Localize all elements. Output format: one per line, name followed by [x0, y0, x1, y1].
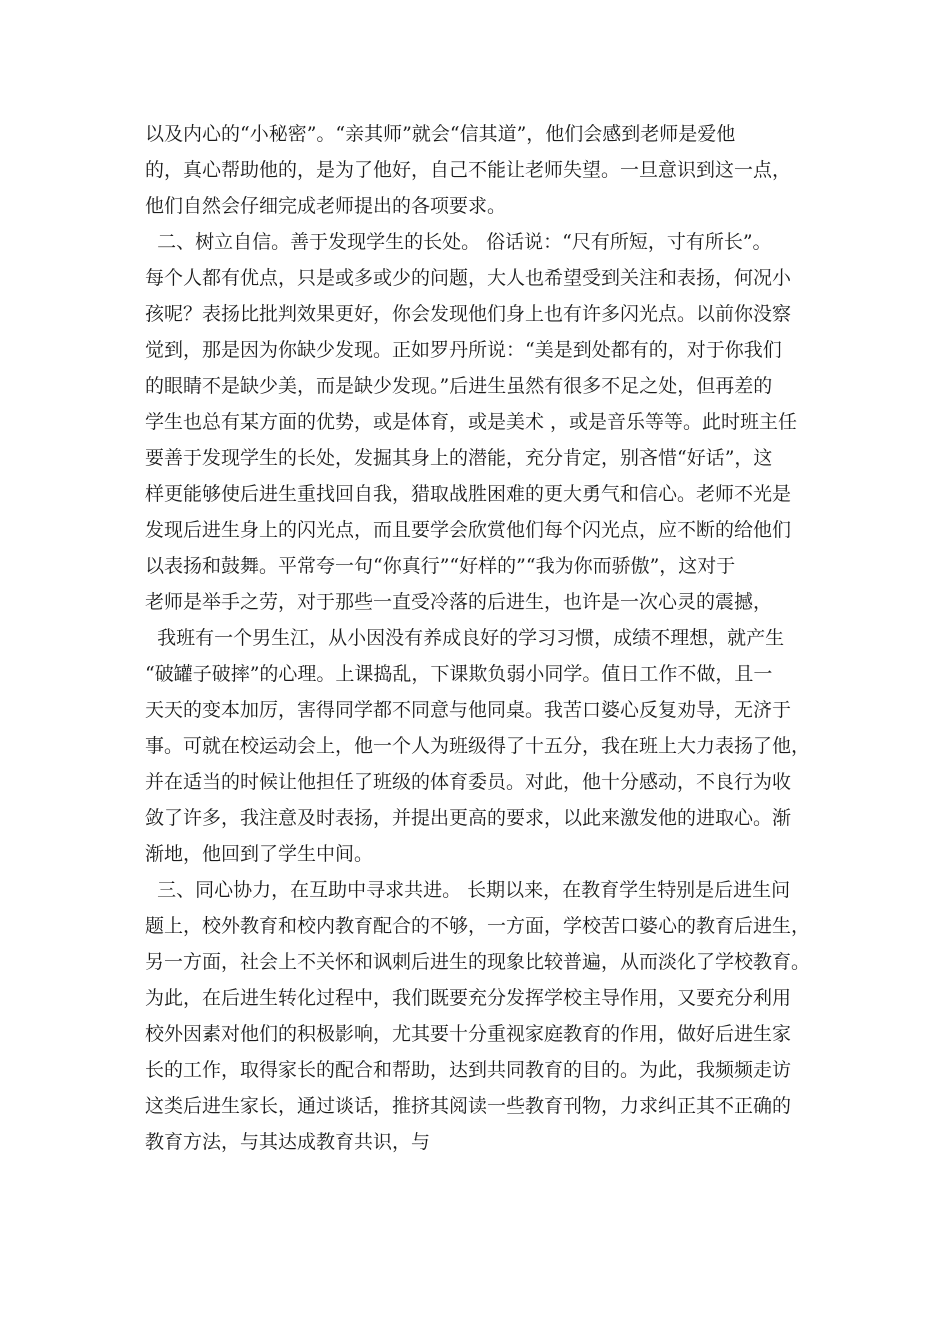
- text-line: 以及内心的“小秘密”。“亲其师”就会“信其道”，他们会感到老师是爱他: [145, 123, 736, 145]
- text-line: 每个人都有优点，只是或多或少的问题，大人也希望受到关注和表扬，何况小: [145, 267, 792, 289]
- text-line: 敛了许多，我注意及时表扬，并提出更高的要求，以此来激发他的进取心。渐: [145, 807, 792, 829]
- text-line: 并在适当的时候让他担任了班级的体育委员。对此，他十分感动，不良行为收: [145, 771, 792, 793]
- text-line: 事。可就在校运动会上，他一个人为班级得了十五分，我在班上大力表扬了他，: [145, 735, 811, 757]
- text-line: 教育方法，与其达成教育共识，与: [145, 1131, 431, 1153]
- text-line: 发现后进生身上的闪光点，而且要学会欣赏他们每个闪光点，应不断的给他们: [145, 519, 792, 541]
- text-line: 长的工作，取得家长的配合和帮助，达到共同教育的目的。为此，我频频走访: [145, 1059, 792, 1081]
- text-line: “破罐子破摔”的心理。上课捣乱，下课欺负弱小同学。值日工作不做，且一: [145, 663, 773, 685]
- text-line: 孩呢？表扬比批判效果更好，你会发现他们身上也有许多闪光点。以前你没察: [145, 303, 792, 325]
- text-line: 这类后进生家长，通过谈话，推挤其阅读一些教育刊物，力求纠正其不正确的: [145, 1095, 792, 1117]
- text-line: 学生也总有某方面的优势，或是体育，或是美术 ，或是音乐等等。此时班主任: [145, 411, 798, 433]
- text-line: 他们自然会仔细完成老师提出的各项要求。: [145, 195, 507, 217]
- text-line: 二、树立自信。善于发现学生的长处。 俗话说：“尺有所短，寸有所长”。: [145, 231, 772, 253]
- text-line: 样更能够使后进生重找回自我，猎取战胜困难的更大勇气和信心。老师不光是: [145, 483, 792, 505]
- text-line: 觉到，那是因为你缺少发现。正如罗丹所说：“美是到处都有的，对于你我们: [145, 339, 782, 361]
- text-line: 校外因素对他们的积极影响，尤其要十分重视家庭教育的作用，做好后进生家: [145, 1023, 792, 1045]
- text-line: 的，真心帮助他的，是为了他好，自己不能让老师失望。一旦意识到这一点，: [145, 159, 792, 181]
- text-line: 要善于发现学生的长处，发掘其身上的潜能，充分肯定，别吝惜“好话”，这: [145, 447, 773, 469]
- text-line: 老师是举手之劳，对于那些一直受冷落的后进生，也许是一次心灵的震撼，: [145, 591, 773, 613]
- text-line: 另一方面，社会上不关怀和讽刺后进生的现象比较普遍，从而淡化了学校教育。: [145, 951, 811, 973]
- text-line: 三、同心协力，在互助中寻求共进。 长期以来，在教育学生特别是后进生问: [145, 879, 791, 901]
- text-line: 以表扬和鼓舞。平常夸一句“你真行”“好样的”“我为你而骄傲”，这对于: [145, 555, 736, 577]
- text-line: 的眼睛不是缺少美，而是缺少发现。”后进生虽然有很多不足之处，但再差的: [145, 375, 773, 397]
- text-line: 题上，校外教育和校内教育配合的不够，一方面，学校苦口婆心的教育后进生，: [145, 915, 811, 937]
- text-line: 渐地，他回到了学生中间。: [145, 843, 374, 865]
- text-line: 天天的变本加厉，害得同学都不同意与他同桌。我苦口婆心反复劝导，无济于: [145, 699, 792, 721]
- text-line: 为此，在后进生转化过程中，我们既要充分发挥学校主导作用，又要充分利用: [145, 987, 792, 1009]
- text-line: 我班有一个男生江，从小因没有养成良好的学习习惯，成绩不理想，就产生: [145, 627, 785, 649]
